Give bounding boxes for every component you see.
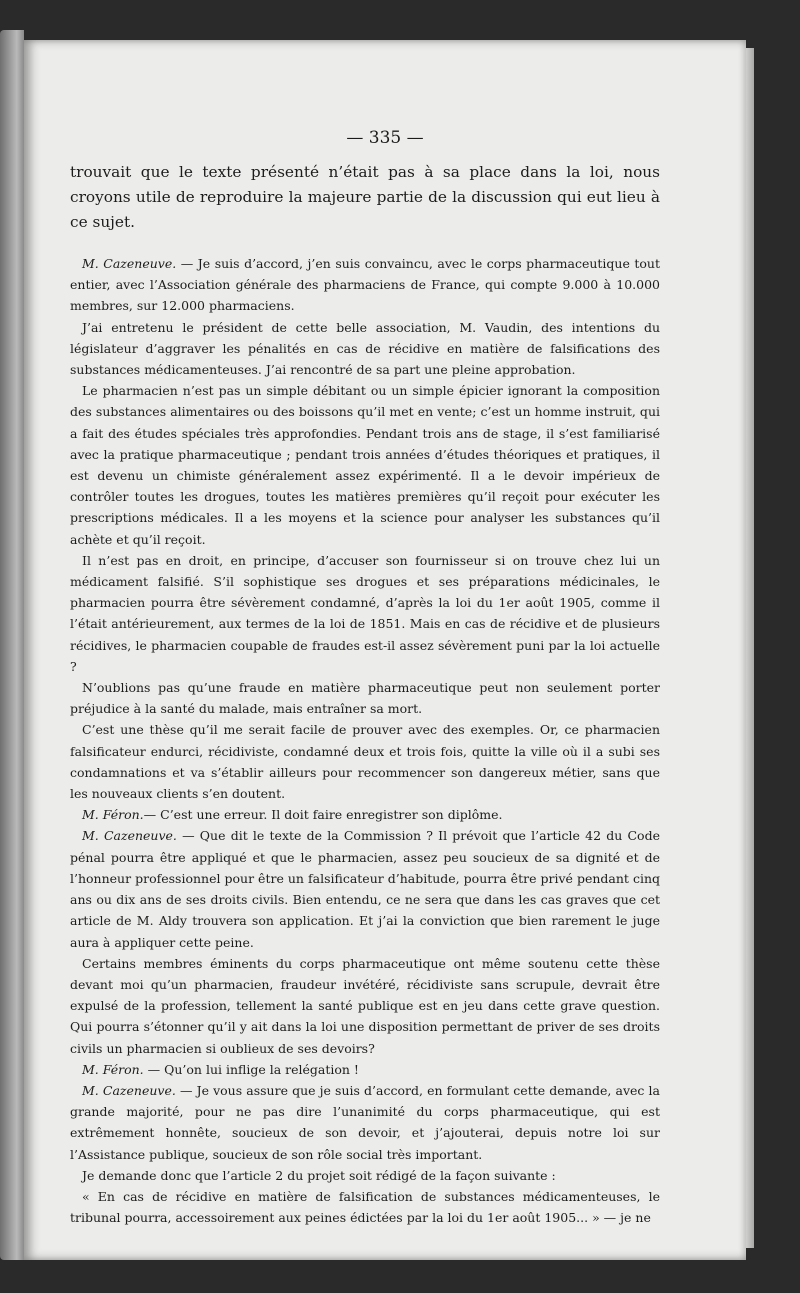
speaker-name: M. Féron. (82, 807, 144, 823)
paragraph (70, 1186, 660, 1228)
paragraph (70, 825, 660, 952)
paragraph (70, 253, 660, 317)
paragraph (70, 953, 660, 1059)
paragraph (70, 1080, 660, 1165)
paragraph-text: « En cas de récidive en matière de falsification de substances médicamenteuses, le tribunal pourra, accessoirement aux peines édictées par la loi du 1er août 1905... » — je ne (70, 1188, 660, 1226)
page-edge-stack (746, 48, 754, 1248)
paragraph-text: Je demande donc que l’article 2 du projet soit rédigé de la façon suivante : (82, 1167, 556, 1183)
paragraph-text: N’oublions pas qu’une fraude en matière pharmaceutique peut non seulement porter préjudice à la santé du malade, mais entraîner sa mort. (70, 680, 660, 717)
speaker-name: M. Féron. (82, 1061, 144, 1077)
speaker-name: M. Cazeneuve. (82, 256, 177, 271)
discussion-body (70, 253, 660, 1228)
paragraph-text: Certains membres éminents du corps pharmaceutique ont même soutenu cette thèse devant moi qu’un pharmacien, fraudeur invétéré, récidiviste sans scrupule, devrait être expulsé de la profession, tellement la santé publique est en jeu dans cette grave question. Qui pourra s’étonner qu’il y ait dans la loi une disposition permettant de priver de ses droits civils un pharmacien si oublieux de ses devoirs? (70, 955, 660, 1056)
paragraph (70, 1059, 660, 1080)
paragraph (70, 677, 660, 719)
book-page (24, 40, 746, 1260)
intro-paragraph: trouvait que le texte présenté n’était pas à sa place dans la loi, nous croyons utile de reproduire la majeure partie de la discussion qui eut lieu à ce sujet. (70, 163, 660, 231)
paragraph (70, 317, 660, 381)
page-number: — 335 — (346, 128, 424, 148)
paragraph-text: J’ai entretenu le président de cette belle association, M. Vaudin, des intentions du législateur d’aggraver les pénalités en cas de récidive en matière de falsifications des substances médicamenteuses. J’ai rencontré de sa part une pleine approbation. (70, 319, 660, 378)
paragraph-text: — Je suis d’accord, j’en suis convaincu, avec le corps pharmaceutique tout entier, avec l’Association générale des pharmaciens de France, qui compte 9.000 à 10.000 membres, sur 12.000 pharmaciens. (70, 256, 661, 314)
paragraph-text: Il n’est pas en droit, en principe, d’accuser son fournisseur si on trouve chez lui un médicament falsifié. S’il sophistique ses drogues et ses préparations médicinales, le pharmacien pourra être sévèrement condamné, d’après la loi du 1er août 1905, comme il l’était antérieurement, aux termes de la loi de 1851. Mais en cas de récidive et de plusieurs récidives, le pharmacien coupable de fraudes est-il assez sévèrement puni par la loi actuelle ? (70, 552, 660, 674)
paragraph-text: C’est une thèse qu’il me serait facile de prouver avec des exemples. Or, ce pharmacien falsificateur endurci, récidiviste, condamné deux et trois fois, quitte la ville où il a subi ses condamnations et va s’établir ailleurs pour recommencer son dangereux métier, sans que les nouveaux clients s’en doutent. (70, 722, 660, 802)
speaker-name: M. Cazeneuve. (82, 828, 177, 844)
paragraph-text: Le pharmacien n’est pas un simple débitant ou un simple épicier ignorant la composition des substances alimentaires ou des boissons qu’il met en vente; c’est un homme instruit, qui a fait des études spéciales très approfondies. Pendant trois ans de stage, il s’est familiarisé avec la pratique pharmaceutique ; pendant trois années d’études théoriques et pratiques, il est devenu un chimiste généralement assez expérimenté. Il a le devoir impérieux de contrôler toutes les drogues, toutes les matières premières qu’il reçoit pour exécuter les prescriptions médicales. Il a les moyens et la science pour analyser les substances qu’il achète et qu’il reçoit. (70, 383, 660, 547)
left-page-edge (0, 30, 24, 1260)
speaker-name: M. Cazeneuve. (82, 1082, 176, 1098)
paragraph (70, 804, 660, 825)
paragraph (70, 1165, 660, 1186)
paragraph-text: — Que dit le texte de la Commission ? Il prévoit que l’article 42 du Code pénal pourra être appliqué et que le pharmacien, assez peu soucieux de sa dignité et de l’honneur professionnel pour être un falsificateur d’habitude, pourra être privé pendant cinq ans ou dix ans de ses droits civils. Bien entendu, ce ne sera que dans les cas graves que cet article de M. Aldy trouvera son application. Et j’ai la conviction que bien rarement le juge aura à appliquer cette peine. (70, 828, 660, 950)
paragraph (70, 550, 660, 677)
paragraph-text: — Qu’on lui inflige la relégation ! (143, 1061, 359, 1077)
paragraph-text: — C’est une erreur. Il doit faire enregistrer son diplôme. (143, 807, 503, 823)
paragraph (70, 719, 660, 804)
paragraph (70, 380, 660, 550)
paragraph-text: — Je vous assure que je suis d’accord, en formulant cette demande, avec la grande majorité, pour ne pas dire l’unanimité du corps pharmaceutique, qui est extrêmement honnête, soucieux de son devoir, et j’ajouterai, depuis notre loi sur l’Assistance publique, soucieux de son rôle social très important. (70, 1082, 660, 1162)
page-content (70, 160, 660, 1228)
